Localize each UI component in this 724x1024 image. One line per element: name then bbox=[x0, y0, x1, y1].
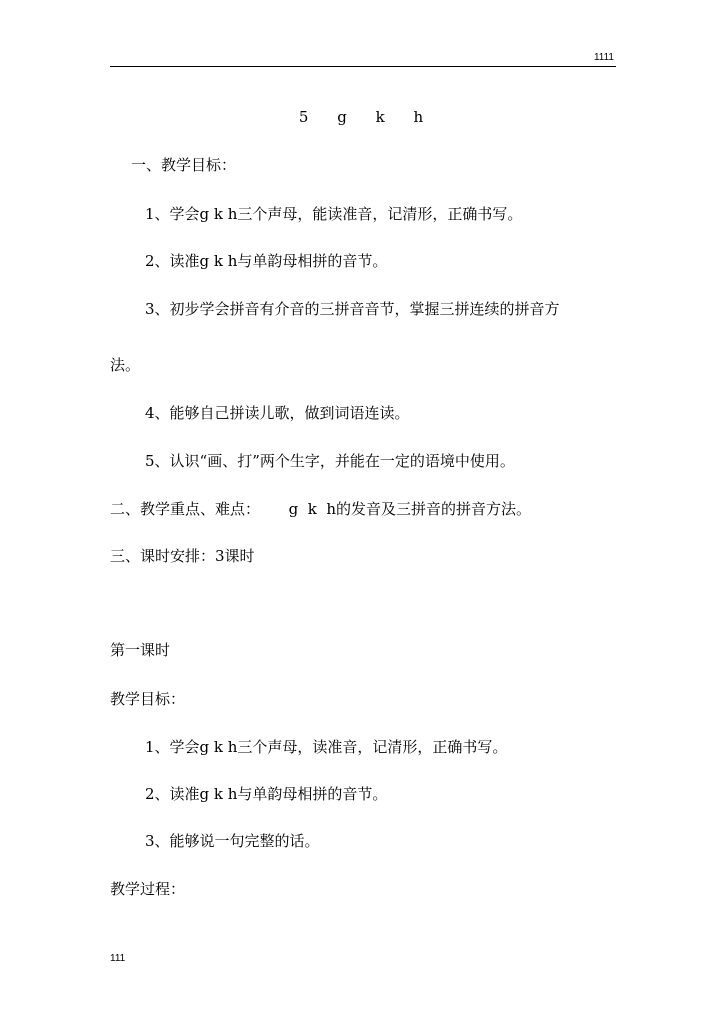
lesson-number: 5 bbox=[298, 108, 311, 126]
section-heading-schedule: 三、课时安排：3课时 bbox=[110, 547, 255, 565]
goal-item-3-continued: 法。 bbox=[110, 356, 141, 374]
lesson-title bbox=[0, 108, 724, 126]
section-heading-goals: 一、教学目标： bbox=[131, 156, 237, 174]
goal-item-3: 3、初步学会拼音有介音的三拼音音节，掌握三拼连续的拼音方 bbox=[145, 300, 560, 318]
header-rule bbox=[110, 66, 616, 67]
lesson-one-goals-heading: 教学目标： bbox=[110, 690, 186, 708]
title-letter-g: g bbox=[337, 108, 349, 126]
lesson-one-heading: 第一课时 bbox=[110, 641, 171, 659]
goal-item-4: 4、能够自己拼读儿歌，做到词语连读。 bbox=[145, 404, 410, 422]
section-heading-key-points: 二、教学重点、难点： g k h的发音及三拼音的拼音方法。 bbox=[110, 500, 532, 518]
lesson-one-process-heading: 教学过程： bbox=[110, 880, 186, 898]
header-page-code: 1111 bbox=[593, 52, 614, 63]
goal-item-2: 2、读准g k h与单韵母相拼的音节。 bbox=[145, 252, 388, 270]
lesson-one-goal-3: 3、能够说一句完整的话。 bbox=[145, 832, 320, 850]
title-letter-k: k bbox=[375, 108, 387, 126]
goal-item-1: 1、学会g k h三个声母，能读准音，记清形，正确书写。 bbox=[145, 205, 523, 223]
lesson-one-goal-1: 1、学会g k h三个声母，读准音，记清形，正确书写。 bbox=[145, 738, 508, 756]
lesson-one-goal-2: 2、读准g k h与单韵母相拼的音节。 bbox=[145, 785, 388, 803]
goal-item-5: 5、认识“画、打”两个生字，并能在一定的语境中使用。 bbox=[145, 452, 515, 470]
title-letter-h: h bbox=[413, 108, 426, 126]
footer-page-code: 111 bbox=[110, 953, 126, 964]
